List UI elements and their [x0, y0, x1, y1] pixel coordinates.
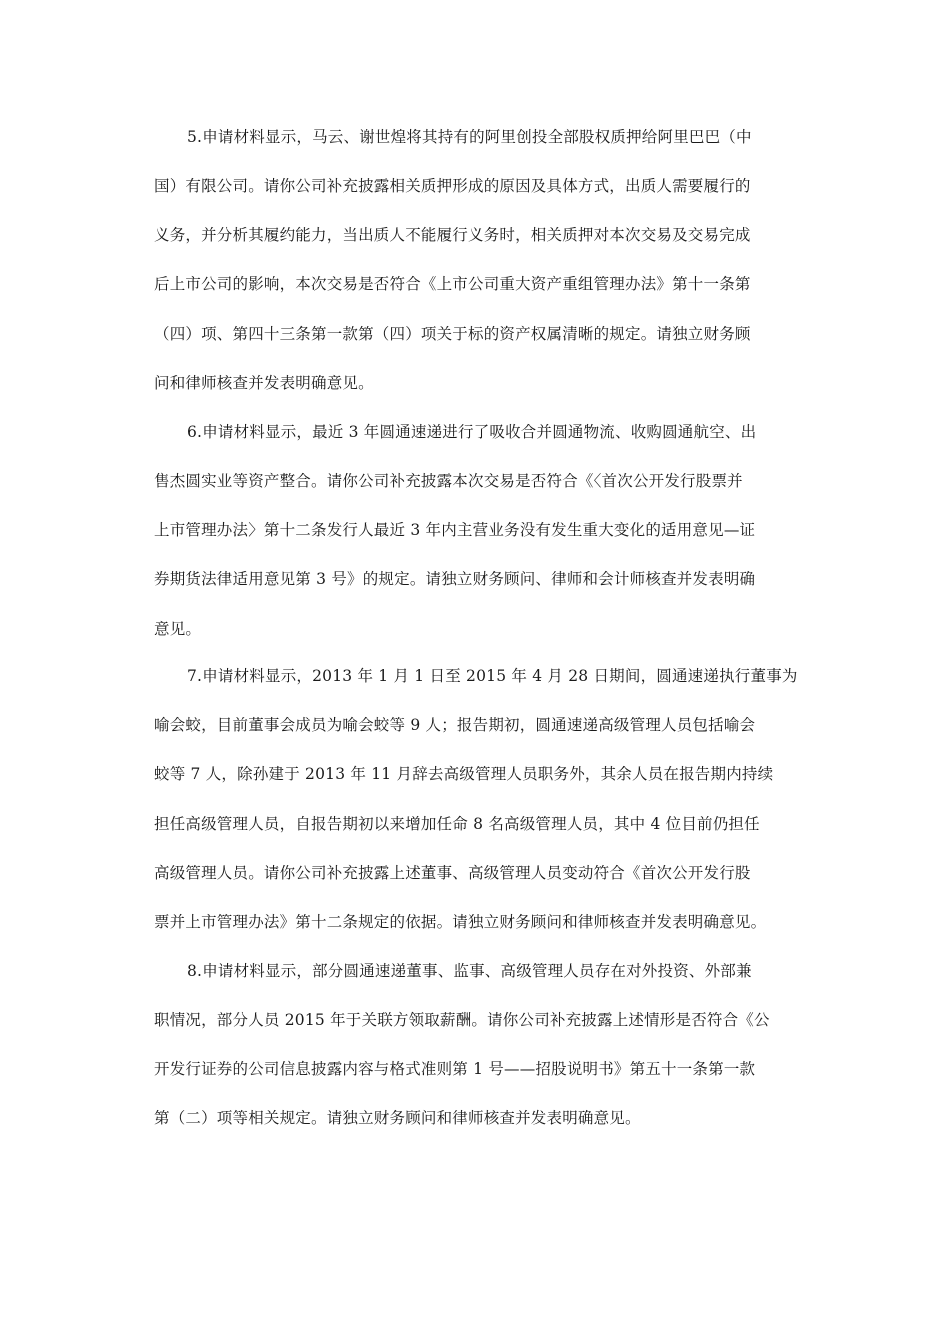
text-line: 上市管理办法〉第十二条发行人最近 3 年内主营业务没有发生重大变化的适用意见—证 — [154, 521, 756, 539]
text-line: 券期货法律适用意见第 3 号》的规定。请独立财务顾问、律师和会计师核查并发表明确 — [154, 570, 756, 588]
text-line: 5.申请材料显示，马云、谢世煌将其持有的阿里创投全部股权质押给阿里巴巴（中 — [187, 128, 752, 146]
text-line: 蛟等 7 人，除孙建于 2013 年 11 月辞去高级管理人员职务外，其余人员在报告期内持续 — [154, 765, 774, 783]
text-line: 高级管理人员。请你公司补充披露上述董事、高级管理人员变动符合《首次公开发行股 — [154, 864, 751, 882]
text-line: 义务，并分析其履约能力，当出质人不能履行义务时，相关质押对本次交易及交易完成 — [154, 226, 751, 244]
text-line: 7.申请材料显示，2013 年 1 月 1 日至 2015 年 4 月 28 日期间，圆通速递执行董事为 — [187, 667, 798, 685]
text-line: 问和律师核查并发表明确意见。 — [154, 374, 374, 392]
text-line: 开发行证券的公司信息披露内容与格式准则第 1 号——招股说明书》第五十一条第一款 — [154, 1060, 756, 1078]
text-line: （四）项、第四十三条第一款第（四）项关于标的资产权属清晰的规定。请独立财务顾 — [154, 325, 751, 343]
text-line: 8.申请材料显示，部分圆通速递董事、监事、高级管理人员存在对外投资、外部兼 — [187, 962, 752, 980]
text-line: 票并上市管理办法》第十二条规定的依据。请独立财务顾问和律师核查并发表明确意见。 — [154, 913, 767, 931]
text-line: 第（二）项等相关规定。请独立财务顾问和律师核查并发表明确意见。 — [154, 1109, 641, 1127]
text-line: 职情况，部分人员 2015 年于关联方领取薪酬。请你公司补充披露上述情形是否符合《公 — [154, 1011, 770, 1029]
text-line: 意见。 — [154, 620, 202, 638]
text-line: 国）有限公司。请你公司补充披露相关质押形成的原因及具体方式，出质人需要履行的 — [154, 177, 751, 195]
text-line: 售杰圆实业等资产整合。请你公司补充披露本次交易是否符合《〈首次公开发行股票并 — [154, 472, 743, 490]
text-line: 6.申请材料显示，最近 3 年圆通速递进行了吸收合并圆通物流、收购圆通航空、出 — [187, 423, 757, 441]
text-line: 担任高级管理人员，自报告期初以来增加任命 8 名高级管理人员，其中 4 位目前仍担任 — [154, 815, 760, 833]
text-line: 喻会蛟，目前董事会成员为喻会蛟等 9 人；报告期初，圆通速递高级管理人员包括喻会 — [154, 716, 756, 734]
text-line: 后上市公司的影响，本次交易是否符合《上市公司重大资产重组管理办法》第十一条第 — [154, 275, 751, 293]
